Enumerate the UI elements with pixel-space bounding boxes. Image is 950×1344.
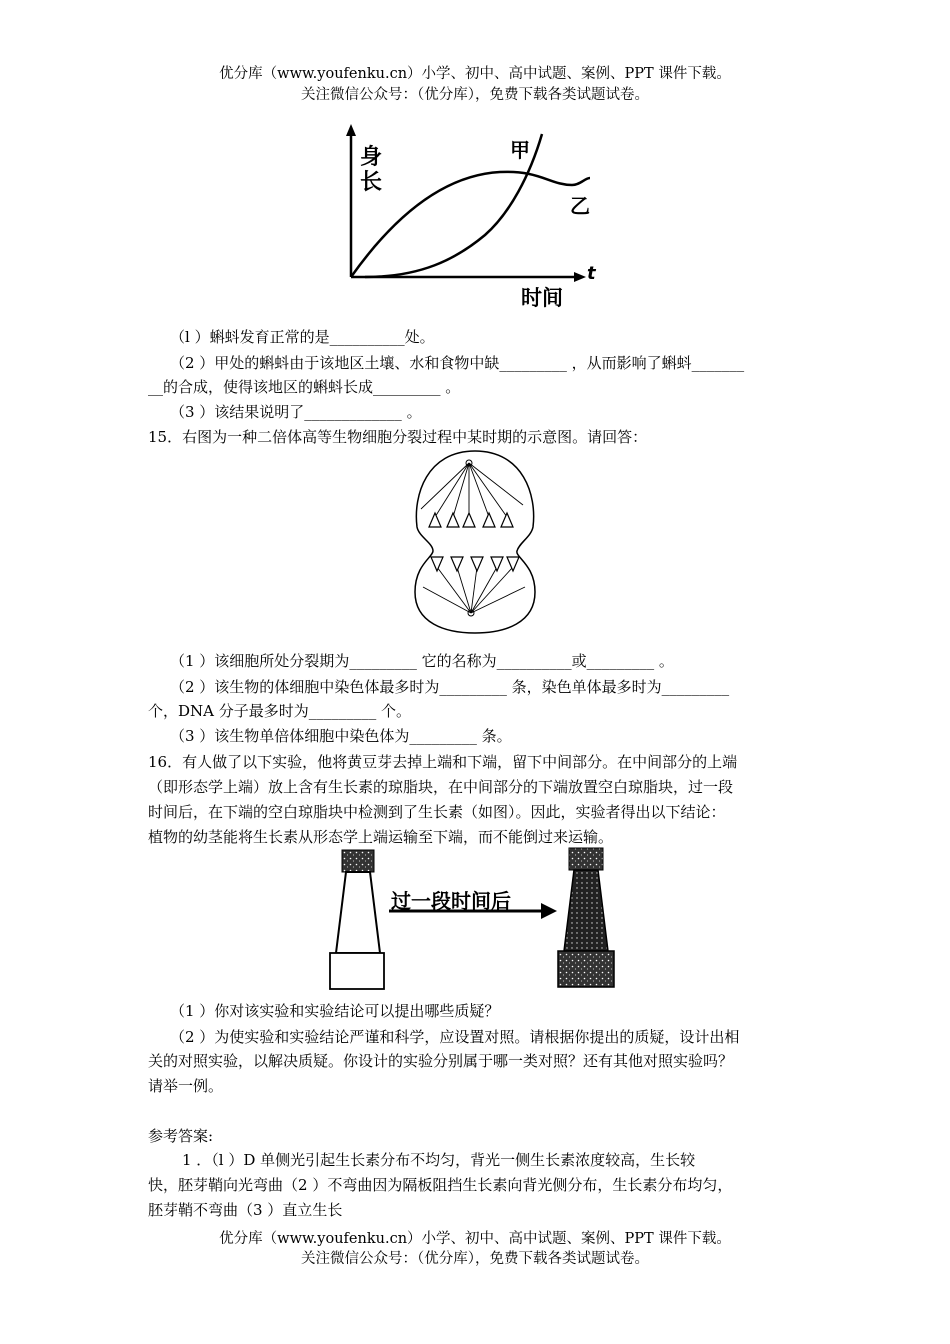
answer-line-1: 1 ．（l ）D 单侧光引起生长素分布不均匀，背光一侧生长素浓度较高，生长较 xyxy=(182,1151,696,1169)
q14-sub-2b: __的合成，使得该地区的蝌蚪长成_________ 。 xyxy=(148,378,461,396)
right-stem-segment xyxy=(564,870,608,951)
footer-line-2: 关注微信公众号：（优分库），免费下载各类试题试卷。 xyxy=(301,1251,649,1267)
arrow-head xyxy=(541,903,557,919)
x-axis-arrow xyxy=(574,272,586,282)
answer-line-3: 胚芽鞘不弯曲（3 ）直立生长 xyxy=(148,1201,343,1219)
curve-yi-label: 乙 xyxy=(570,194,590,218)
x-label: 时间 xyxy=(521,286,563,310)
right-auxin-block xyxy=(569,848,603,870)
y-axis-arrow xyxy=(346,124,356,136)
q16-sub-1: （1 ）你对该实验和实验结论可以提出哪些质疑？ xyxy=(170,1002,500,1020)
y-label-2: 长 xyxy=(360,170,383,195)
q15-sub-3: （3 ）该生物单倍体细胞中染色体为_________ 条。 xyxy=(170,727,512,745)
y-label-1: 身 xyxy=(360,145,383,170)
x-axis-symbol: t xyxy=(587,263,596,284)
q15-sub-1: （1 ）该细胞所处分裂期为_________ 它的名称为__________或_________ 。 xyxy=(170,652,674,670)
q15-stem: 15．右图为一种二倍体高等生物细胞分裂过程中某时期的示意图。请回答： xyxy=(148,428,648,446)
spindle-fibers-bottom xyxy=(423,567,525,613)
auxin-experiment-svg xyxy=(325,845,625,995)
left-blank-block xyxy=(330,953,384,989)
left-stem-segment xyxy=(336,872,380,953)
header-line-2: 关注微信公众号：（优分库），免费下载各类试题试卷。 xyxy=(301,87,649,103)
right-auxin-detected-block xyxy=(558,951,614,987)
q16-stem-4: 植物的幼茎能将生长素从形态学上端运输至下端，而不能倒过来运输。 xyxy=(148,828,614,846)
cell-division-figure xyxy=(405,447,545,637)
spindle-fibers-top xyxy=(421,463,523,517)
footer-line-1: 优分库（www.youfenku.cn）小学、初中、高中试题、案例、PPT 课件下载。 xyxy=(219,1231,731,1247)
q16-stem-2: （即形态学上端）放上含有生长素的琼脂块，在中间部分的下端放置空白琼脂块，过一段 xyxy=(148,778,734,796)
q16-sub-2b: 关的对照实验，以解决质疑。你设计的实验分别属于哪一类对照？还有其他对照实验吗？ xyxy=(148,1052,734,1070)
left-auxin-block xyxy=(342,850,374,872)
q16-stem-1: 16．有人做了以下实验，他将黄豆芽去掉上端和下端，留下中间部分。在中间部分的上端 xyxy=(148,753,738,771)
cell-division-svg xyxy=(405,447,545,637)
q14-sub-1: （l ）蝌蚪发育正常的是__________处。 xyxy=(170,328,435,346)
header-line-1: 优分库（www.youfenku.cn）小学、初中、高中试题、案例、PPT 课件下载。 xyxy=(219,66,731,82)
auxin-experiment-figure xyxy=(325,845,625,995)
curve-jia-label: 甲 xyxy=(510,138,530,162)
chromosomes-bottom xyxy=(431,557,519,571)
q16-stem-3: 时间后，在下端的空白琼脂块中检测到了生长素（如图）。因此，实验者得出以下结论： xyxy=(148,803,726,821)
q14-sub-2a: （2 ）甲处的蝌蚪由于该地区土壤、水和食物中缺_________ ，从而影响了蝌蚪_______ xyxy=(170,354,745,372)
q16-sub-2c: 请举一例。 xyxy=(148,1077,224,1095)
q15-sub-2a: （2 ）该生物的体细胞中染色体最多时为_________ 条，染色单体最多时为_________ xyxy=(170,678,730,696)
answer-line-2: 快，胚芽鞘向光弯曲（2 ）不弯曲因为隔板阻挡生长素向背光侧分布，生长素分布均匀， xyxy=(148,1176,733,1194)
figure-caption: 过一段时间后 xyxy=(391,889,511,913)
answers-title: 参考答案: xyxy=(148,1127,214,1145)
q15-sub-2b: 个，DNA 分子最多时为_________ 个。 xyxy=(148,702,412,720)
q16-sub-2a: （2 ）为使实验和实验结论严谨和科学，应设置对照。请根据你提出的质疑，设计出相 xyxy=(170,1028,740,1046)
curve-yi xyxy=(351,172,590,277)
chromosomes-top xyxy=(429,513,513,527)
q14-sub-3: （3 ）该结果说明了_____________ 。 xyxy=(170,403,422,421)
growth-curve-figure xyxy=(335,120,610,310)
